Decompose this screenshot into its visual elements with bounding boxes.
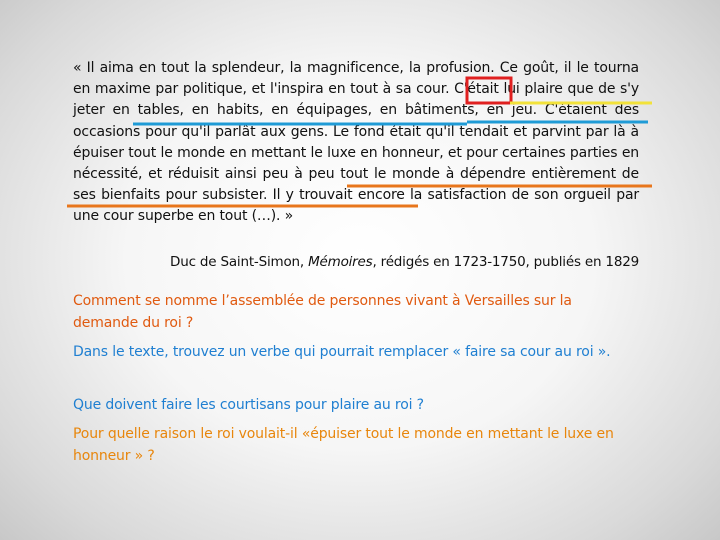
quote-text: « Il aima en tout la splendeur, la magnificence, la profusion. Ce goût, il le tourna en maxime par politique, et l'inspira en tout à sa cour. C'était lui plaire que de s'y jeter en tables, en habits, en équipages, en bâtiments, en jeu. C'étaient des occasions pour qu'il parlât aux gens. Le fond était qu'il tendait et parvint par là à épuiser tout le monde en mettant le luxe en honneur, et pour certaines parties en nécessité, et réduisit ainsi peu à peu tout le monde à dépendre entièrement de ses bienfaits pour subsister. Il y trouvait encore la satisfaction de son orgueil par une cour superbe en tout (…). »	[73, 60, 639, 225]
citation-author: Duc de Saint-Simon,	[170, 254, 309, 270]
question-4: Pour quelle raison le roi voulait-il «épuiser tout le monde en mettant le luxe en honneur » ?	[73, 426, 614, 464]
citation	[73, 254, 639, 270]
question-1: Comment se nomme l’assemblée de personnes vivant à Versailles sur la demande du roi ?	[73, 293, 572, 331]
question-2: Dans le texte, trouvez un verbe qui pourrait remplacer « faire sa cour au roi ».	[73, 344, 611, 360]
citation-work: Mémoires	[308, 254, 373, 270]
question-3: Que doivent faire les courtisans pour plaire au roi ?	[73, 397, 424, 413]
citation-details: , rédigés en 1723-1750, publiés en 1829	[372, 254, 639, 270]
